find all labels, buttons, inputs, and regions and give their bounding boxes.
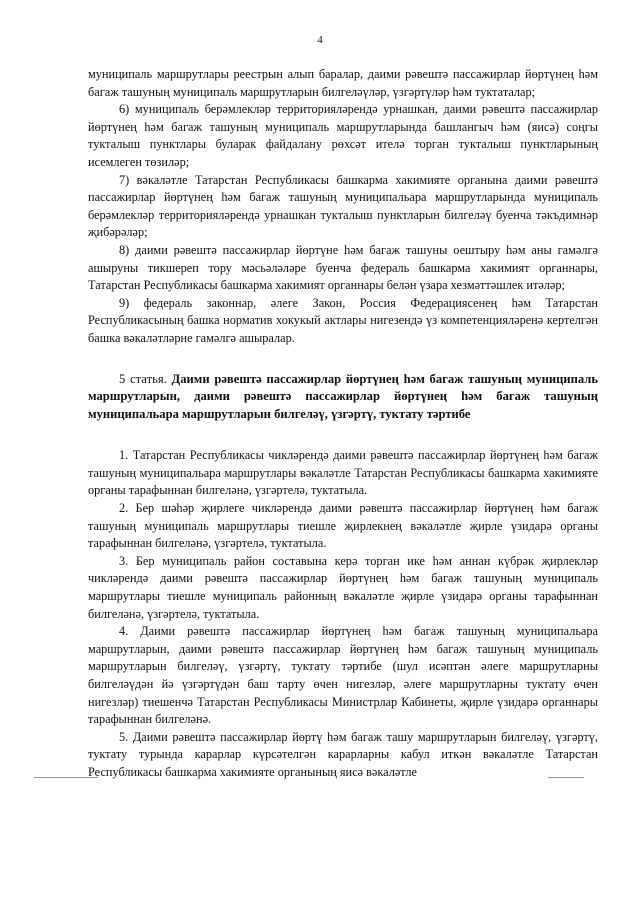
list-item-8: 8) даими рәвештә пассажирлар йөртүне һәм багаж ташуны оештыру һәм аны гамәлгә ашыруны тикшереп тору мәсьәләләре буенча федераль башкарма хакимият органнары, Татарстан Республикасы башкарма хакимият органнары белән үзара хезмәттәшлек итәләр;: [88, 242, 598, 293]
list-item-7: 7) вәкаләтле Татарстан Республикасы башкарма хакимияте органына даими рәвештә пассажирлар йөртүнең һәм багаж ташуның муниципальара маршрутларында муниципаль берәмлекләр территорияләрендә урнашкан тукталыш пунктларын билгеләү буенча тәкъдимнәр җибәрәләр;: [88, 172, 598, 240]
clause-1: 1. Татарстан Республикасы чикләрендә даими рәвештә пассажирлар йөртүнең һәм багаж ташуның муниципальара маршрутлары вәкаләтле Татарстан Республикасы башкарма хакимияте органы тарафыннан билгеләнә, үзгәртелә, туктатыла.: [88, 448, 598, 498]
article-heading: [88, 371, 598, 424]
article-number: 5 статья.: [119, 371, 167, 386]
page-number: 4: [317, 34, 323, 46]
paragraph-continuation: муниципаль маршрутлары реестрын алып баралар, даими рәвештә пассажирлар йөртүнең һәм багаж ташуның муниципаль маршрутларын билгеләүләр, үзгәртүләр һәм туктаталар;: [88, 67, 598, 99]
article-title: Даими рәвештә пассажирлар йөртүнең һәм багаж ташуның муниципаль маршрутларын, даими рәвештә пассажирлар йөртүнең һәм багаж ташуның муниципальара маршрутларын билгеләү, үзгәртү, туктату тәртибе: [88, 371, 598, 421]
list-item-6: 6) муниципаль берәмлекләр территорияләрендә урнашкан, даими рәвештә пассажирлар йөртүнең һәм багаж ташуның муниципаль маршрутларында башлангыч һәм (яисә) соңгы тукталыш пунктлары буларак файдалану рөхсәт ителә торган тукталыш пунктларының исемлеген төзиләр;: [88, 102, 598, 169]
scan-line-left: [34, 777, 98, 778]
clause-2: 2. Бер шәһәр җирлеге чикләрендә даими рәвештә пассажирлар йөртүнең һәм багаж ташуның муниципаль маршрутлары тиешле җирлекнең вәкаләтле җирле үзидарә органы тарафыннан билгеләнә, үзгәртелә, туктатыла.: [88, 501, 598, 551]
clause-3: 3. Бер муниципаль район составына керә торган ике һәм аннан күбрәк җирлекләр чикләрендә даими рәвештә пассажирлар йөртүнең һәм багаж ташуның муниципаль маршрутлары тиешле муниципаль районның вәкаләтле җирле үзидарә органы тарафыннан билгеләнә, үзгәртелә, туктатыла.: [88, 553, 598, 621]
clause-5: 5. Даими рәвештә пассажирлар йөртү һәм багаж ташу маршрутларын билгеләү, үзгәртү, туктату турында карарлар күрсәтелгән карарларны кабул иткән вәкаләтле Татарстан Республикасы башкарма хакимияте органының яисә вәкаләтле: [88, 729, 598, 779]
list-item-9: 9) федераль законнар, әлеге Закон, Россия Федерациясенең һәм Татарстан Республикасының башка норматив хокукый актлары нигезендә үз компетенцияләренә кертелгән башка вәкаләтләрне гамәлгә ашыралар.: [88, 295, 598, 345]
scan-line-right: [548, 777, 584, 778]
clause-4: 4. Даими рәвештә пассажирлар йөртүнең һәм багаж ташуның муниципальара маршрутларын, даими рәвештә пассажирлар йөртүнең һәм багаж ташуның муниципаль маршрутларын билгеләү, үзгәртү, туктату тәртибе (шул исәптән әлеге маршрутларны билгеләүдән йә үзгәртүдән баш тарту өчен нигезләр, әлеге маршрутларны туктату өчен нигезләр) тиешенчә Татарстан Республикасы Министрлар Кабинеты, җирле үзидарә органнары тарафыннан билгеләнә.: [88, 624, 598, 727]
document-body: [88, 66, 598, 782]
